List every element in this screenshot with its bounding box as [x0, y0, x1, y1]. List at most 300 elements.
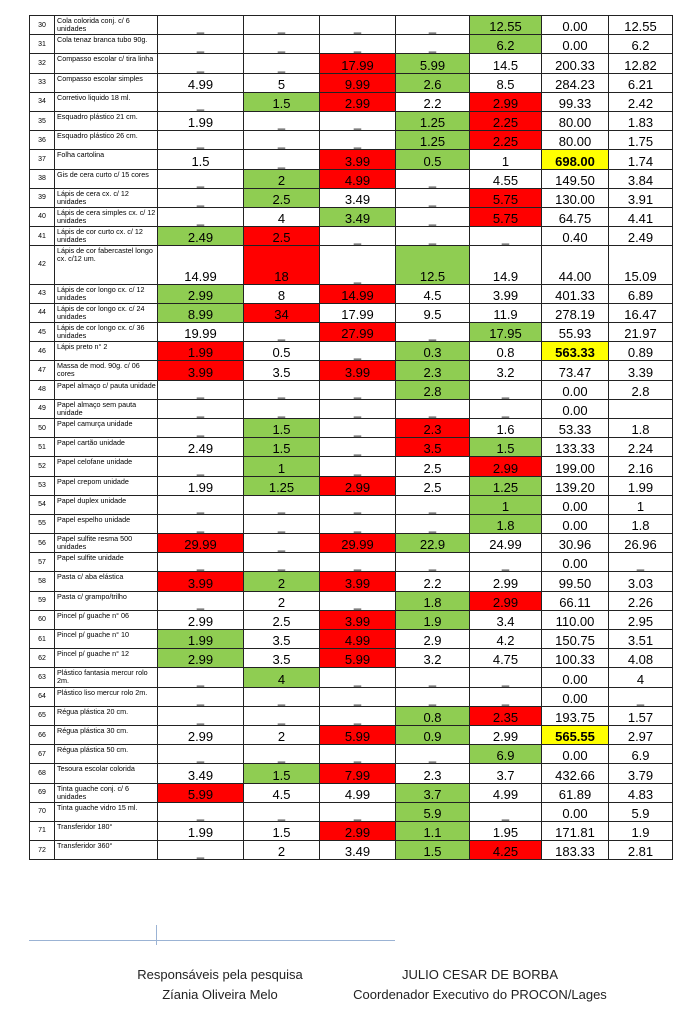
average-price: 4.83 [609, 783, 673, 802]
variation-percent: 150.75 [542, 630, 609, 649]
store-2-price: _ [244, 150, 320, 169]
store-2-price: _ [244, 687, 320, 706]
row-number: 45 [30, 323, 55, 342]
variation-percent: 139.20 [542, 476, 609, 495]
table-row [30, 188, 673, 207]
table-row [30, 821, 673, 840]
store-3-price: _ [320, 131, 396, 150]
item-description: Tesoura escolar colorida [55, 764, 158, 783]
store-2-price: 4 [244, 668, 320, 687]
average-price: _ [609, 687, 673, 706]
row-number: 63 [30, 668, 55, 687]
table-row [30, 284, 673, 303]
table-row [30, 303, 673, 322]
store-1-price: 19.99 [158, 323, 244, 342]
variation-percent: 565.55 [542, 725, 609, 744]
store-4-price: 2.2 [396, 572, 470, 591]
store-2-price: 1.5 [244, 418, 320, 437]
average-price: 5.9 [609, 802, 673, 821]
store-4-price: 2.5 [396, 457, 470, 476]
average-price: 6.89 [609, 284, 673, 303]
table-row [30, 745, 673, 764]
variation-percent: 53.33 [542, 418, 609, 437]
variation-percent: 0.00 [542, 399, 609, 418]
store-3-price: 3.49 [320, 188, 396, 207]
variation-percent: 61.89 [542, 783, 609, 802]
table-row [30, 169, 673, 188]
store-2-price: 1.5 [244, 438, 320, 457]
item-description: Cola colorida conj. c/ 6 unidades [55, 16, 158, 35]
store-3-price: _ [320, 246, 396, 284]
store-3-price: _ [320, 802, 396, 821]
table-row [30, 610, 673, 629]
store-4-price: 22.9 [396, 534, 470, 553]
store-5-price: 4.99 [470, 783, 542, 802]
store-4-price: _ [396, 514, 470, 533]
variation-percent: 0.40 [542, 227, 609, 246]
store-2-price: 3.5 [244, 630, 320, 649]
item-description: Gis de cera curto c/ 15 cores [55, 169, 158, 188]
store-1-price: _ [158, 553, 244, 572]
average-price: 1.57 [609, 706, 673, 725]
store-1-price: _ [158, 495, 244, 514]
row-number: 39 [30, 188, 55, 207]
store-2-price: 1 [244, 457, 320, 476]
coordinator-block [330, 965, 630, 1005]
table-row [30, 668, 673, 687]
row-number: 70 [30, 802, 55, 821]
table-row [30, 361, 673, 380]
store-3-price: 5.99 [320, 725, 396, 744]
store-5-price: 4.75 [470, 649, 542, 668]
store-2-price: _ [244, 54, 320, 73]
item-description: Régua plástica 50 cm. [55, 745, 158, 764]
store-3-price: 2.99 [320, 92, 396, 111]
average-price: 2.95 [609, 610, 673, 629]
store-2-price: _ [244, 131, 320, 150]
average-price: 6.2 [609, 35, 673, 54]
store-1-price: _ [158, 399, 244, 418]
store-5-price: 8.5 [470, 73, 542, 92]
variation-percent: 0.00 [542, 35, 609, 54]
store-5-price: _ [470, 399, 542, 418]
price-table-container [29, 15, 672, 860]
variation-percent: 183.33 [542, 841, 609, 860]
row-number: 46 [30, 342, 55, 361]
item-description: Papel camurça unidade [55, 418, 158, 437]
row-number: 48 [30, 380, 55, 399]
table-row [30, 92, 673, 111]
store-5-price: 1.5 [470, 438, 542, 457]
average-price: 4.08 [609, 649, 673, 668]
item-description: Massa de mod. 90g. c/ 06 cores [55, 361, 158, 380]
store-4-price: _ [396, 745, 470, 764]
table-row [30, 764, 673, 783]
store-5-price: 2.99 [470, 591, 542, 610]
row-number: 30 [30, 16, 55, 35]
item-description: Transferidor 360° [55, 841, 158, 860]
store-4-price: 2.9 [396, 630, 470, 649]
variation-percent: 0.00 [542, 745, 609, 764]
store-3-price: 5.99 [320, 649, 396, 668]
item-description: Tinta guache conj. c/ 6 unidades [55, 783, 158, 802]
store-2-price: _ [244, 802, 320, 821]
store-5-price: 14.9 [470, 246, 542, 284]
item-description: Papel almaço sem pauta unidade [55, 399, 158, 418]
store-4-price: 5.99 [396, 54, 470, 73]
store-1-price: 2.99 [158, 610, 244, 629]
coordinator-name: JULIO CESAR DE BORBA [401, 967, 559, 982]
store-3-price: 4.99 [320, 169, 396, 188]
store-3-price: _ [320, 687, 396, 706]
store-3-price: 3.99 [320, 361, 396, 380]
store-5-price: 2.25 [470, 131, 542, 150]
store-1-price: _ [158, 188, 244, 207]
store-4-price: 3.7 [396, 783, 470, 802]
store-2-price: 2 [244, 169, 320, 188]
row-number: 65 [30, 706, 55, 725]
variation-percent: 110.00 [542, 610, 609, 629]
item-description: Papel cartão unidade [55, 438, 158, 457]
table-row [30, 706, 673, 725]
store-1-price: 3.49 [158, 764, 244, 783]
variation-percent: 64.75 [542, 207, 609, 226]
average-price: _ [609, 553, 673, 572]
row-number: 36 [30, 131, 55, 150]
table-row [30, 131, 673, 150]
table-row [30, 725, 673, 744]
average-price: 6.21 [609, 73, 673, 92]
row-number: 58 [30, 572, 55, 591]
item-description: Lápis de cera cx. c/ 12 unidades [55, 188, 158, 207]
store-3-price: 17.99 [320, 303, 396, 322]
store-3-price: _ [320, 514, 396, 533]
store-3-price: _ [320, 35, 396, 54]
variation-percent: 432.66 [542, 764, 609, 783]
store-3-price: 2.99 [320, 821, 396, 840]
variation-percent: 200.33 [542, 54, 609, 73]
variation-percent: 99.50 [542, 572, 609, 591]
variation-percent: 55.93 [542, 323, 609, 342]
store-5-price: 1 [470, 150, 542, 169]
item-description: Pasta c/ aba elástica [55, 572, 158, 591]
store-2-price: _ [244, 514, 320, 533]
average-price: 21.97 [609, 323, 673, 342]
item-description: Plástico fantasia mercur rolo 2m. [55, 668, 158, 687]
store-1-price: 8.99 [158, 303, 244, 322]
store-2-price: _ [244, 745, 320, 764]
row-number: 62 [30, 649, 55, 668]
store-2-price: 5 [244, 73, 320, 92]
variation-percent: 0.00 [542, 16, 609, 35]
average-price: 0.89 [609, 342, 673, 361]
item-description: Régua plástica 20 cm. [55, 706, 158, 725]
store-4-price: 1.1 [396, 821, 470, 840]
store-5-price: 12.55 [470, 16, 542, 35]
store-1-price: 1.99 [158, 630, 244, 649]
store-2-price: _ [244, 380, 320, 399]
table-row [30, 457, 673, 476]
variation-percent: 171.81 [542, 821, 609, 840]
store-3-price: _ [320, 668, 396, 687]
store-3-price: _ [320, 457, 396, 476]
item-description: Compasso escolar simples [55, 73, 158, 92]
store-3-price: 2.99 [320, 476, 396, 495]
variation-percent: 193.75 [542, 706, 609, 725]
store-3-price: _ [320, 745, 396, 764]
coordinator-title: Coordenador Executivo do PROCON/Lages [353, 987, 607, 1002]
average-price: 1.75 [609, 131, 673, 150]
store-1-price: _ [158, 802, 244, 821]
store-2-price: 2.5 [244, 610, 320, 629]
store-5-price: 5.75 [470, 207, 542, 226]
table-row [30, 227, 673, 246]
store-5-price: 1.25 [470, 476, 542, 495]
store-3-price: _ [320, 495, 396, 514]
item-description: Papel sulfite unidade [55, 553, 158, 572]
store-2-price: 34 [244, 303, 320, 322]
store-3-price: _ [320, 111, 396, 130]
store-5-price: _ [470, 227, 542, 246]
average-price: 4 [609, 668, 673, 687]
average-price: 3.51 [609, 630, 673, 649]
table-row [30, 342, 673, 361]
item-description: Régua plástica 30 cm. [55, 725, 158, 744]
table-row [30, 380, 673, 399]
store-1-price: _ [158, 418, 244, 437]
price-table [29, 15, 673, 860]
store-5-price: 3.99 [470, 284, 542, 303]
row-number: 60 [30, 610, 55, 629]
store-2-price: 4.5 [244, 783, 320, 802]
variation-percent: 130.00 [542, 188, 609, 207]
average-price: 4.41 [609, 207, 673, 226]
variation-percent: 0.00 [542, 668, 609, 687]
store-5-price: 1 [470, 495, 542, 514]
item-description: Papel espelho unidade [55, 514, 158, 533]
row-number: 47 [30, 361, 55, 380]
average-price: 2.49 [609, 227, 673, 246]
store-1-price: 2.99 [158, 725, 244, 744]
store-3-price: 3.99 [320, 572, 396, 591]
store-1-price: _ [158, 169, 244, 188]
row-number: 43 [30, 284, 55, 303]
variation-percent: 278.19 [542, 303, 609, 322]
table-row [30, 802, 673, 821]
store-4-price: _ [396, 668, 470, 687]
average-price: 1.8 [609, 418, 673, 437]
row-number: 56 [30, 534, 55, 553]
store-2-price: 0.5 [244, 342, 320, 361]
store-1-price: 5.99 [158, 783, 244, 802]
table-row [30, 572, 673, 591]
row-number: 32 [30, 54, 55, 73]
store-3-price: _ [320, 418, 396, 437]
store-1-price: 29.99 [158, 534, 244, 553]
store-5-price: 1.95 [470, 821, 542, 840]
row-number: 72 [30, 841, 55, 860]
table-row [30, 553, 673, 572]
row-number: 44 [30, 303, 55, 322]
store-4-price: 2.8 [396, 380, 470, 399]
store-5-price: _ [470, 380, 542, 399]
store-4-price: _ [396, 687, 470, 706]
store-1-price: 2.99 [158, 649, 244, 668]
store-5-price: 2.99 [470, 457, 542, 476]
row-number: 52 [30, 457, 55, 476]
store-3-price: 14.99 [320, 284, 396, 303]
table-row [30, 649, 673, 668]
item-description: Papel sulfite resma 500 unidades [55, 534, 158, 553]
variation-percent: 100.33 [542, 649, 609, 668]
store-1-price: _ [158, 457, 244, 476]
row-number: 57 [30, 553, 55, 572]
store-1-price: 2.49 [158, 438, 244, 457]
store-4-price: 0.9 [396, 725, 470, 744]
store-2-price: 2 [244, 841, 320, 860]
item-description: Lápis de cor longo cx. c/ 36 unidades [55, 323, 158, 342]
table-row [30, 246, 673, 284]
table-row [30, 150, 673, 169]
store-5-price: 1.6 [470, 418, 542, 437]
variation-percent: 0.00 [542, 380, 609, 399]
store-1-price: 3.99 [158, 361, 244, 380]
item-description: Cola tenaz branca tubo 90g. [55, 35, 158, 54]
store-2-price: 3.5 [244, 361, 320, 380]
table-row [30, 514, 673, 533]
store-4-price: 0.8 [396, 706, 470, 725]
store-5-price: 3.7 [470, 764, 542, 783]
item-description: Folha cartolina [55, 150, 158, 169]
variation-percent: 284.23 [542, 73, 609, 92]
store-1-price: _ [158, 745, 244, 764]
store-2-price: 2.5 [244, 227, 320, 246]
variation-percent: 0.00 [542, 495, 609, 514]
row-number: 33 [30, 73, 55, 92]
variation-percent: 199.00 [542, 457, 609, 476]
store-1-price: _ [158, 380, 244, 399]
store-5-price: 1.8 [470, 514, 542, 533]
item-description: Lápis de cera simples cx. c/ 12 unidades [55, 207, 158, 226]
table-row [30, 418, 673, 437]
store-4-price: 1.9 [396, 610, 470, 629]
store-3-price: _ [320, 591, 396, 610]
store-1-price: 14.99 [158, 246, 244, 284]
table-row [30, 54, 673, 73]
store-2-price: 2 [244, 572, 320, 591]
store-5-price: 4.55 [470, 169, 542, 188]
store-5-price: 3.4 [470, 610, 542, 629]
store-3-price: 3.99 [320, 150, 396, 169]
item-description: Lápis de cor curto cx. c/ 12 unidades [55, 227, 158, 246]
store-4-price: _ [396, 553, 470, 572]
table-row [30, 687, 673, 706]
table-row [30, 207, 673, 226]
store-3-price: _ [320, 380, 396, 399]
table-row [30, 476, 673, 495]
store-3-price: _ [320, 342, 396, 361]
variation-percent: 99.33 [542, 92, 609, 111]
row-number: 59 [30, 591, 55, 610]
table-row [30, 111, 673, 130]
store-4-price: _ [396, 16, 470, 35]
store-5-price: 3.2 [470, 361, 542, 380]
row-number: 61 [30, 630, 55, 649]
row-number: 34 [30, 92, 55, 111]
row-number: 50 [30, 418, 55, 437]
store-2-price: 8 [244, 284, 320, 303]
store-1-price: 2.99 [158, 284, 244, 303]
store-2-price: _ [244, 399, 320, 418]
store-4-price: 2.3 [396, 361, 470, 380]
store-1-price: 1.99 [158, 476, 244, 495]
average-price: 2.8 [609, 380, 673, 399]
store-1-price: 1.99 [158, 111, 244, 130]
store-4-price: 2.2 [396, 92, 470, 111]
table-row [30, 841, 673, 860]
table-row [30, 495, 673, 514]
store-3-price: 27.99 [320, 323, 396, 342]
average-price: 6.9 [609, 745, 673, 764]
average-price: 26.96 [609, 534, 673, 553]
store-1-price: _ [158, 514, 244, 533]
store-5-price: 2.25 [470, 111, 542, 130]
store-4-price: _ [396, 188, 470, 207]
store-1-price: 4.99 [158, 73, 244, 92]
store-1-price: _ [158, 131, 244, 150]
row-number: 66 [30, 725, 55, 744]
store-4-price: 0.5 [396, 150, 470, 169]
store-2-price: 3.5 [244, 649, 320, 668]
store-3-price: _ [320, 227, 396, 246]
average-price: 3.39 [609, 361, 673, 380]
average-price: 15.09 [609, 246, 673, 284]
item-description: Lápis de cor longo cx. c/ 24 unidades [55, 303, 158, 322]
store-1-price: 1.99 [158, 821, 244, 840]
store-3-price: 3.99 [320, 610, 396, 629]
store-4-price: 3.2 [396, 649, 470, 668]
store-1-price: _ [158, 35, 244, 54]
store-5-price: 2.99 [470, 572, 542, 591]
variation-percent: 0.00 [542, 514, 609, 533]
item-description: Pincel p/ guache n° 12 [55, 649, 158, 668]
store-5-price: 6.2 [470, 35, 542, 54]
store-3-price: _ [320, 16, 396, 35]
store-5-price: 11.9 [470, 303, 542, 322]
store-5-price: _ [470, 687, 542, 706]
store-2-price: _ [244, 495, 320, 514]
table-row [30, 783, 673, 802]
store-2-price: 2 [244, 725, 320, 744]
average-price: 1.83 [609, 111, 673, 130]
average-price: 2.24 [609, 438, 673, 457]
item-description: Pincel p/ guache n° 10 [55, 630, 158, 649]
table-row [30, 399, 673, 418]
store-4-price: _ [396, 323, 470, 342]
item-description: Lápis de cor longo cx. c/ 12 unidades [55, 284, 158, 303]
row-number: 51 [30, 438, 55, 457]
store-2-price: 1.5 [244, 92, 320, 111]
table-row [30, 73, 673, 92]
store-4-price: 9.5 [396, 303, 470, 322]
table-underline [29, 940, 395, 941]
store-1-price: _ [158, 706, 244, 725]
average-price: 1.9 [609, 821, 673, 840]
store-5-price: 4.25 [470, 841, 542, 860]
store-1-price: _ [158, 687, 244, 706]
variation-percent: 133.33 [542, 438, 609, 457]
row-number: 49 [30, 399, 55, 418]
